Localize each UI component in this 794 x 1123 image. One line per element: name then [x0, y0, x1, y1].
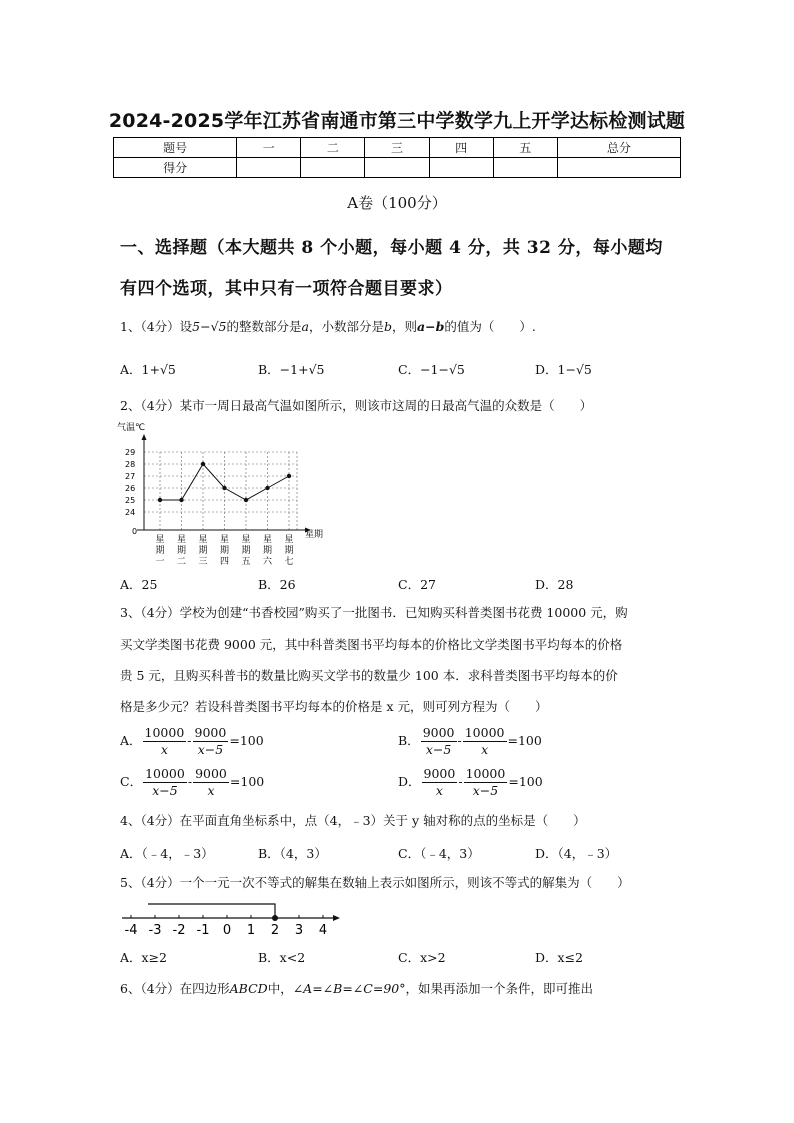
score-table-header-row [114, 138, 681, 158]
x-tick-label: 星 [155, 535, 165, 545]
x-tick-label: 星 [262, 535, 273, 545]
data-point [222, 486, 226, 490]
chart-grid [144, 452, 297, 530]
x-tick-label: 星 [241, 535, 251, 545]
number-line-tick-label: 3 [294, 923, 304, 938]
score-cell: 五 [493, 138, 557, 158]
question-1-stem: 1、（4分）设5−√5的整数部分是a，小数部分是b，则a−b的值为（ ）. [120, 319, 536, 334]
question-5-option-c[interactable]: C．x>2 [398, 950, 446, 965]
section-heading-line2: 有四个选项，其中只有一项符合题目要求） [120, 279, 453, 299]
y-axis-label: 气温℃ [117, 423, 146, 433]
page-title: 2024-2025学年江苏省南通市第三中学数学九上开学达标检测试题 [108, 110, 686, 132]
y-tick-label: 24 [125, 508, 136, 517]
question-6-stem: 6、（4分）在四边形ABCD中，∠A=∠B=∠C=90°，如果再添加一个条件，即可推出 [120, 981, 593, 996]
data-point [244, 498, 248, 502]
number-line-tick-label: 0 [222, 923, 232, 938]
x-tick-label: 二 [176, 557, 187, 567]
score-input-cell[interactable] [301, 158, 365, 178]
origin-label: 0 [132, 527, 138, 536]
number-line-tick-label: 2 [270, 923, 280, 938]
x-tick-label: 期 [155, 546, 165, 556]
number-line-tick-label: -2 [172, 923, 186, 938]
question-2-option-c[interactable]: C．27 [398, 577, 436, 592]
x-tick-label: 一 [155, 557, 165, 567]
x-tick-label: 星 [219, 535, 230, 545]
question-3-line3: 贵 5 元，且购买科普书的数量比购买文学书的数量少 100 本．求科普类图书平均每本的价 [120, 668, 618, 683]
question-5-stem: 5、（4分）一个一元一次不等式的解集在数轴上表示如图所示，则该不等式的解集为（ ） [120, 875, 630, 890]
y-tick-label: 25 [125, 496, 136, 505]
question-3-line4: 格是多少元？若设科普类图书平均每本的价格是 x 元，则可列方程为（ ） [120, 699, 548, 714]
x-tick-label: 期 [198, 546, 208, 556]
question-3-option-a[interactable]: A． $\frac{10000}{x}$ - $\frac{9000}{x-5}$ =100 [120, 725, 264, 757]
x-tick-label: 期 [284, 546, 294, 556]
score-input-cell[interactable] [237, 158, 301, 178]
score-table-score-row [114, 158, 681, 178]
score-table [113, 137, 681, 178]
question-1-option-c[interactable]: C．−1−√5 [398, 362, 465, 377]
question-3-option-c[interactable]: C． $\frac{10000}{x-5}$ - $\frac{9000}{x}$ =100 [120, 766, 265, 798]
question-5-option-b[interactable]: B．x<2 [258, 950, 306, 965]
question-2-option-d[interactable]: D．28 [535, 577, 574, 592]
y-tick-label: 26 [125, 484, 136, 493]
question-2-option-b[interactable]: B．26 [258, 577, 296, 592]
question-4-option-b[interactable]: B．（4，3） [258, 846, 327, 861]
question-2-stem: 2、（4分）某市一周日最高气温如图所示，则该市这周的日最高气温的众数是（ ） [120, 398, 593, 413]
score-cell: 总分 [557, 138, 680, 158]
solution-ray [148, 904, 275, 916]
number-line-tick-label: -4 [124, 923, 138, 938]
x-tick-label: 期 [241, 546, 251, 556]
question-1-option-b[interactable]: B．−1+√5 [258, 362, 325, 377]
score-input-cell[interactable] [365, 158, 429, 178]
question-3-option-b[interactable]: B． $\frac{9000}{x-5}$ - $\frac{10000}{x}$ =100 [398, 725, 542, 757]
question-4-option-c[interactable]: C．（﹣4，3） [398, 846, 480, 861]
x-tick-label: 三 [198, 557, 208, 567]
question-2-option-a[interactable]: A．25 [120, 577, 158, 592]
x-tick-label: 星 [198, 535, 208, 545]
score-cell: 一 [237, 138, 301, 158]
score-cell: 二 [301, 138, 365, 158]
score-cell: 四 [429, 138, 493, 158]
question-5-option-a[interactable]: A．x≥2 [120, 950, 168, 965]
number-line-tick-label: 4 [318, 923, 328, 938]
volume-heading: A卷（100分） [347, 194, 447, 212]
temperature-chart [115, 418, 330, 568]
x-tick-label: 四 [219, 557, 230, 567]
question-1-option-a[interactable]: A．1+√5 [120, 362, 176, 377]
number-line [118, 898, 348, 940]
y-tick-label: 27 [125, 472, 136, 481]
score-cell: 题号 [114, 138, 237, 158]
x-tick-label: 期 [176, 546, 187, 556]
data-point [179, 498, 183, 502]
y-tick-label: 28 [125, 460, 136, 469]
y-axis-arrow [142, 434, 147, 440]
question-3-option-d[interactable]: D． $\frac{9000}{x}$ - $\frac{10000}{x-5}$ =100 [398, 766, 543, 798]
x-tick-label: 星 [176, 535, 187, 545]
x-tick-label: 五 [241, 557, 251, 567]
score-input-cell[interactable] [493, 158, 557, 178]
data-point [265, 486, 269, 490]
x-tick-label: 七 [284, 557, 294, 567]
question-4-option-a[interactable]: A．（﹣4，﹣3） [120, 846, 214, 861]
x-tick-label: 星 [284, 535, 294, 545]
score-cell: 三 [365, 138, 429, 158]
question-1-option-d[interactable]: D．1−√5 [535, 362, 592, 377]
question-5-option-d[interactable]: D．x≤2 [535, 950, 583, 965]
data-point [287, 474, 291, 478]
x-tick-label: 期 [262, 546, 273, 556]
score-input-cell[interactable] [429, 158, 493, 178]
question-3-line2: 买文学类图书花费 9000 元，其中科普类图书平均每本的价格比文学类图书平均每本的价格 [120, 637, 623, 652]
x-axis-label: 星期 [305, 530, 324, 540]
data-point [201, 462, 205, 466]
number-line-tick-label: -1 [196, 923, 210, 938]
score-input-cell[interactable] [557, 158, 680, 178]
question-3-line1: 3、（4分）学校为创建“书香校园”购买了一批图书．已知购买科普类图书花费 10000 元，购 [120, 605, 628, 620]
question-4-option-d[interactable]: D．（4，﹣3） [535, 846, 618, 861]
score-cell: 得分 [114, 158, 237, 178]
number-line-tick-label: 1 [246, 923, 256, 938]
x-tick-label: 期 [219, 546, 230, 556]
section-heading-line1: 一、选择题（本大题共 8 个小题，每小题 4 分，共 32 分，每小题均 [120, 238, 663, 258]
data-point [158, 498, 162, 502]
number-line-arrow [333, 915, 340, 921]
y-tick-label: 29 [125, 448, 136, 457]
question-4-stem: 4、（4分）在平面直角坐标系中，点（4，﹣3）关于 y 轴对称的点的坐标是（ ） [120, 813, 586, 828]
x-tick-label: 六 [262, 557, 273, 567]
number-line-tick-label: -3 [148, 923, 162, 938]
